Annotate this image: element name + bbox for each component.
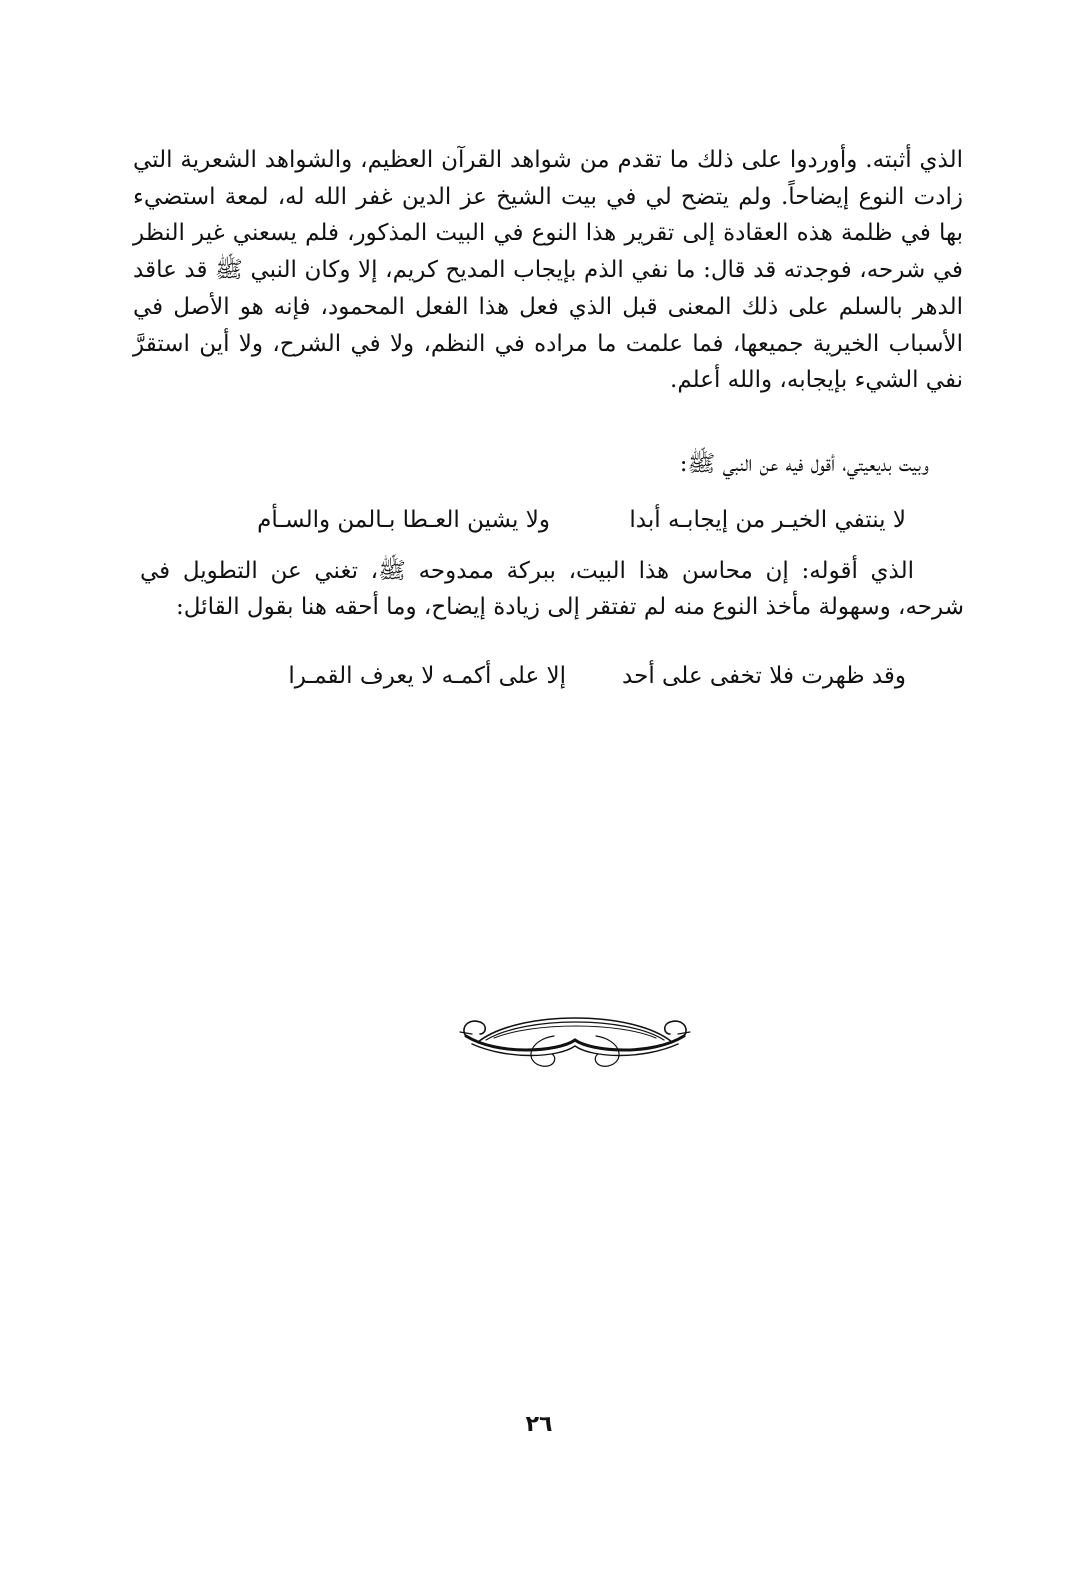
- paragraph-text: الذي أثبته. وأوردوا على ذلك ما تقدم من شواهد القرآن العظيم، والشواهد الشعرية التي زادت النوع إيضاحاً. ولم يتضح لي في بيت الشيخ عز الدين غفر الله له، لمعة استضيء بها في ظلمة هذه العقادة إلى تقرير هذا النوع في البيت المذكور، فلم يسعني غير النظر في شرحه، فوجدته قد قال: ما نفي الذم بإيجاب المديح كريم، إلا وكان النبي ﷺ قد عاقد الدهر بالسلم على ذلك المعنى قبل الذي فعل هذا الفعل المحمود، فإنه هو الأصل في الأسباب الخيرية جميعها، فما علمت ما مراده في النظم، ولا في الشرح، ولا أين استقرَّ نفي الشيء بإيجابه، والله أعلم.: [133, 147, 963, 394]
- verse-intro-line: وبيت بديعيتي، أقول فيه عن النبي ﷺ:: [679, 451, 929, 477]
- verse-1-first-hemistich: لا ينتفي الخيـر من إيجابـه أبدا: [629, 507, 906, 533]
- poem-verse-2: [0, 658, 1078, 694]
- verse-2-first-hemistich: وقد ظهرت فلا تخفى على أحد: [622, 663, 906, 689]
- paragraph-text: الذي أقوله: إن محاسن هذا البيت، ببركة ممدوحه ﷺ، تغني عن التطويل في شرحه، وسهولة مأخذ النوع منه لم تفتقر إلى زيادة إيضاح، وما أحقه هنا بقول القائل:: [140, 558, 964, 620]
- verse-2-second-hemistich: إلا على أكمـه لا يعرف القمـرا: [288, 663, 566, 689]
- page-number: ٢٦: [525, 1412, 553, 1437]
- body-paragraph-1: [133, 142, 963, 399]
- body-paragraph-2: [140, 553, 964, 625]
- decorative-flourish-icon: [458, 1000, 692, 1070]
- verse-1-second-hemistich: ولا يشين العـطا بـالمن والسـأم: [257, 507, 550, 533]
- poem-verse-1: [0, 502, 1078, 538]
